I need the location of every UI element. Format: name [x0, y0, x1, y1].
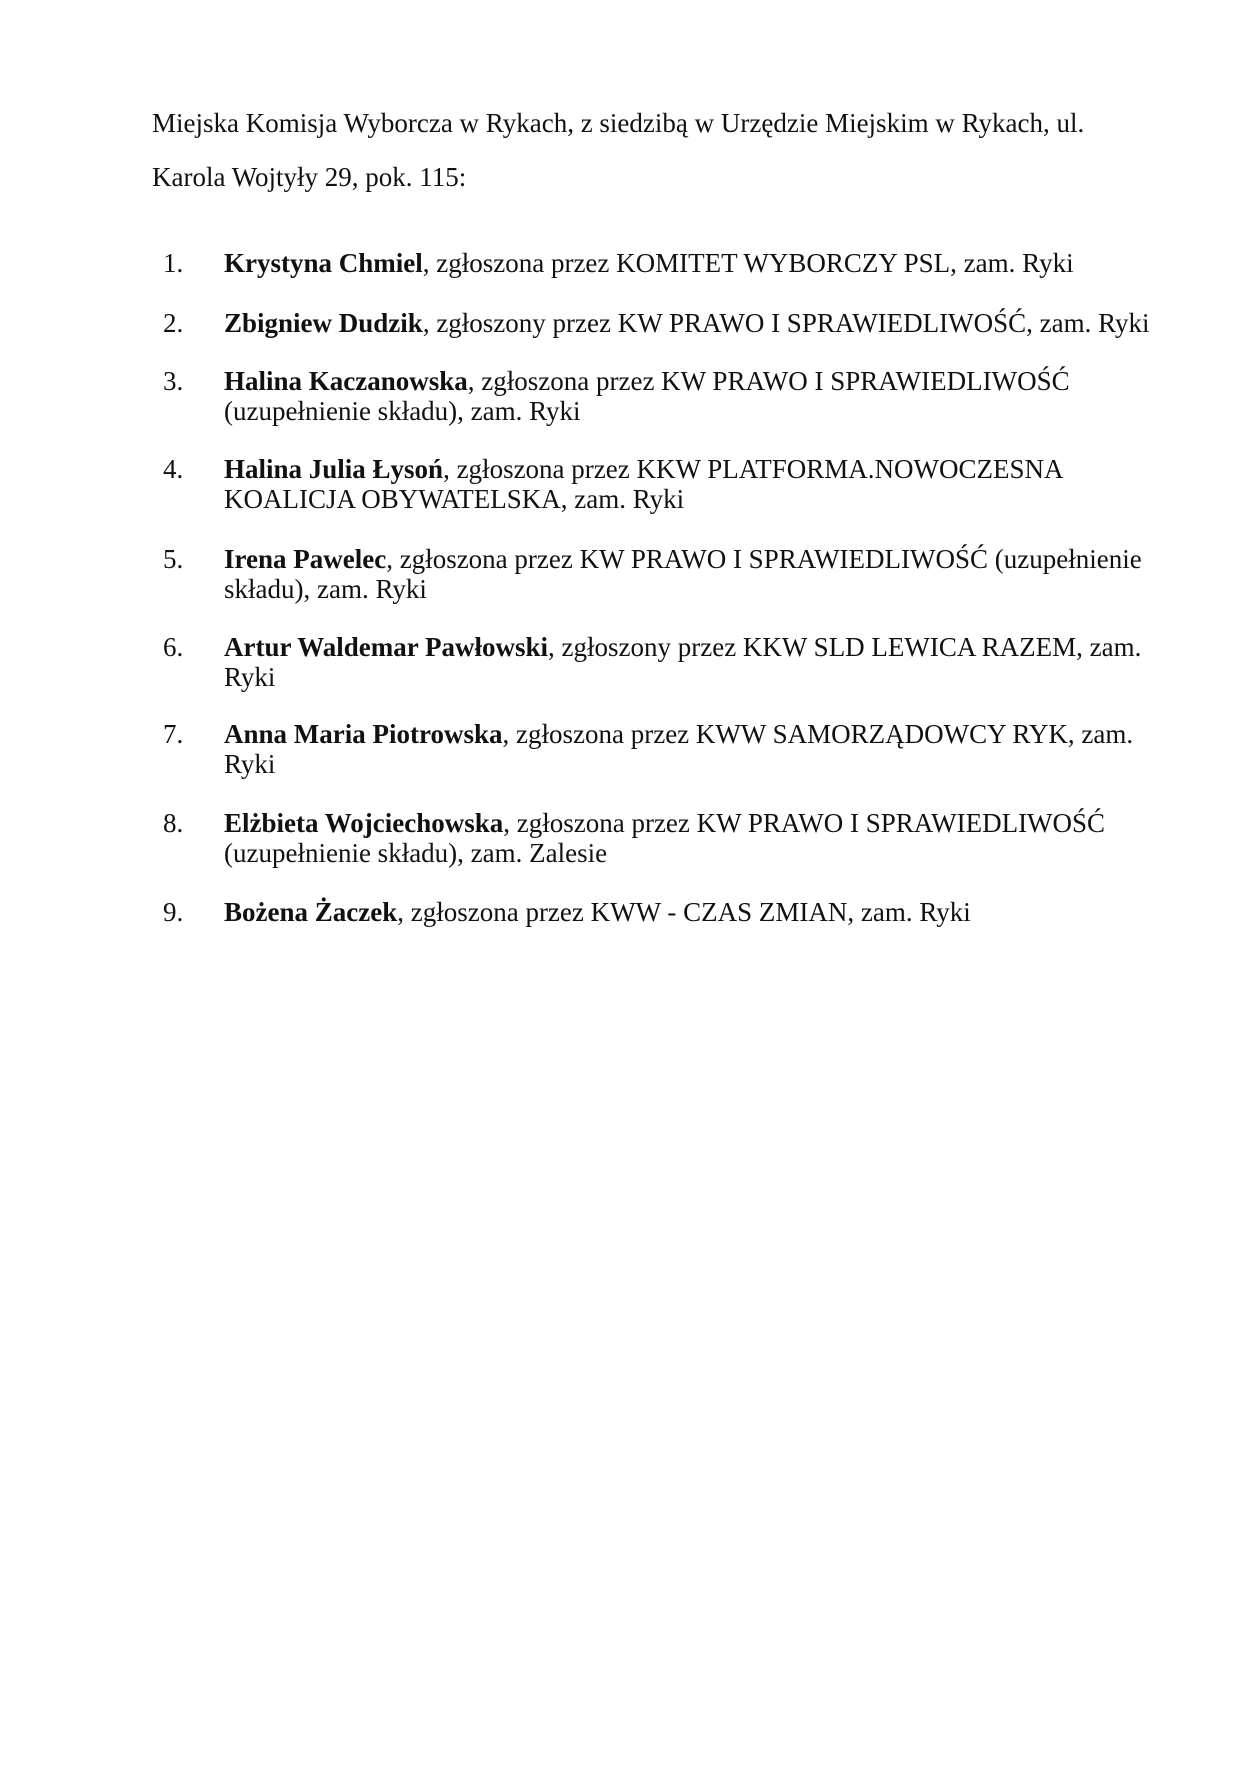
member-details: , zgłoszona przez KW PRAWO I SPRAWIEDLIWOŚĆ: [503, 808, 1106, 838]
item-text-line-2: (uzupełnienie składu), zam. Zalesie: [224, 838, 608, 868]
item-number: 3.: [163, 366, 184, 396]
member-name: Halina Julia Łysoń: [224, 454, 444, 484]
item-text-line-1: [224, 366, 1070, 396]
item-text-line-1: [224, 454, 1064, 484]
member-name: Artur Waldemar Pawłowski: [224, 632, 549, 662]
item-text-line-2: Ryki: [224, 662, 276, 692]
item-text-line-2: (uzupełnienie składu), zam. Ryki: [224, 396, 581, 426]
member-name: Bożena Żaczek: [224, 897, 398, 927]
item-number: 4.: [163, 454, 184, 484]
member-details: , zgłoszona przez KWW SAMORZĄDOWCY RYK, zam.: [502, 719, 1134, 749]
item-text-line-2: Ryki: [224, 749, 276, 779]
member-details: , zgłoszona przez KW PRAWO I SPRAWIEDLIWOŚĆ (uzupełnienie: [386, 544, 1142, 574]
item-text-line-1: [224, 544, 1142, 574]
item-number: 5.: [163, 544, 184, 574]
intro-line-1: Miejska Komisja Wyborcza w Rykach, z siedzibą w Urzędzie Miejskim w Rykach, ul.: [152, 108, 1085, 138]
member-details: , zgłoszony przez KW PRAWO I SPRAWIEDLIWOŚĆ, zam. Ryki: [422, 308, 1150, 338]
item-text-line-1: [224, 308, 1150, 338]
member-name: Anna Maria Piotrowska: [224, 719, 503, 749]
member-details: , zgłoszony przez KKW SLD LEWICA RAZEM, zam.: [548, 632, 1142, 662]
item-text-line-2: KOALICJA OBYWATELSKA, zam. Ryki: [224, 484, 685, 514]
item-text-line-2: składu), zam. Ryki: [224, 574, 427, 604]
member-details: , zgłoszona przez KWW - CZAS ZMIAN, zam. Ryki: [397, 897, 971, 927]
item-number: 9.: [163, 897, 184, 927]
item-text-line-1: [224, 632, 1141, 662]
member-details: , zgłoszona przez KKW PLATFORMA.NOWOCZESNA: [443, 454, 1064, 484]
item-text-line-1: [224, 897, 971, 927]
item-number: 1.: [163, 248, 184, 278]
member-name: Krystyna Chmiel: [224, 248, 423, 278]
member-name: Elżbieta Wojciechowska: [224, 808, 504, 838]
member-name: Zbigniew Dudzik: [224, 308, 423, 338]
member-details: , zgłoszona przez KOMITET WYBORCZY PSL, zam. Ryki: [422, 248, 1074, 278]
item-number: 7.: [163, 719, 184, 749]
item-text-line-1: [224, 808, 1105, 838]
item-number: 6.: [163, 632, 184, 662]
item-text-line-1: [224, 248, 1074, 278]
item-text-line-1: [224, 719, 1133, 749]
intro-line-2: Karola Wojtyły 29, pok. 115:: [152, 162, 467, 192]
member-name: Irena Pawelec: [224, 544, 387, 574]
member-details: , zgłoszona przez KW PRAWO I SPRAWIEDLIWOŚĆ: [467, 366, 1070, 396]
item-number: 2.: [163, 308, 184, 338]
member-name: Halina Kaczanowska: [224, 366, 468, 396]
item-number: 8.: [163, 808, 184, 838]
